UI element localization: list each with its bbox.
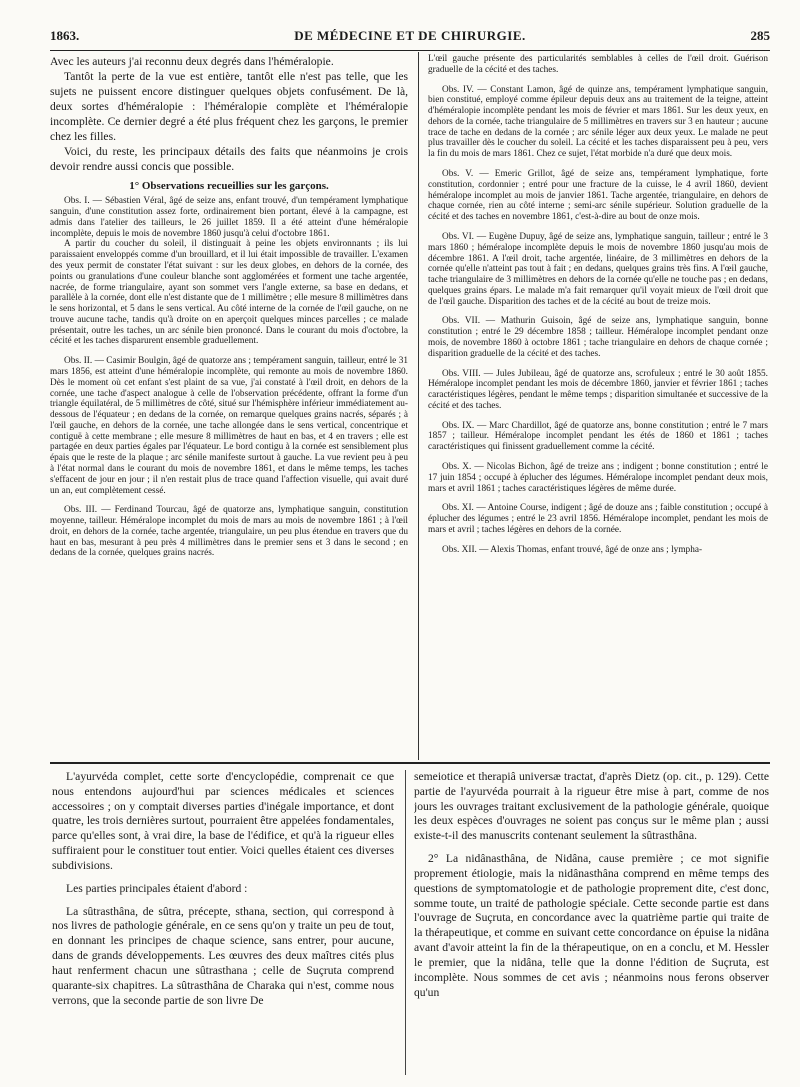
- observation-6: Obs. VI. — Eugène Dupuy, âgé de seize ans, lymphatique sanguin, tailleur ; entré le 3 mars 1860 ; héméralope incomplète depuis le mois de novembre 1860 jusqu'au mois de décembre 1861. A l'œil droit, tache argentée, linéaire, de 3 millimètres en dehors de la cornée qu'elle n'atteint pas tout à fait ; en dedans, quelques grains très fins. A l'œil gauche, tache triangulaire de 3 millimètres en dehors de la cornée qu'elle ne touche pas ; en dedans, quelques grains épars. Le malade m'a fait remarquer qu'il voyait mieux de l'œil droit que de l'œil gauche. Disparition des taches et de la cécité au bout de treize mois.: [428, 231, 768, 307]
- header-rule: [50, 50, 770, 51]
- journal-title: DE MÉDECINE ET DE CHIRURGIE.: [294, 28, 526, 43]
- observation-3-continued: L'œil gauche présente des particularités semblables à celles de l'œil droit. Guérison graduelle de la cécité et des taches.: [428, 54, 768, 75]
- intro-paragraph: Avec les auteurs j'ai reconnu deux degrés dans l'héméralopie.: [50, 55, 334, 68]
- observation-1: Obs. I. — Sébastien Véral, âgé de seize ans, enfant trouvé, d'un tempérament lymphatique sanguin, d'une constitution assez forte, ordinairement bien portant, élevé à la campagne, est admis dans l'atelier des tailleurs, le 26 juillet 1859. Il a été atteint d'une héméralopie incomplète, depuis le mois de novembre 1860 jusqu'à celui d'octobre 1861.: [50, 196, 408, 239]
- article-paragraph: 2° La nidânasthâna, de Nidâna, cause première ; ce mot signifie proprement étiologie, mais la nidânasthâna comprend en même temps des questions de symptomatologie et de pathologie proprement dite, c'est donc, somme toute, un traité de pathologie spéciale. Cette seconde partie est dans l'ouvrage de Suçruta, en concordance avec la quatrième partie qui traite de la thérapeutique, et comme en suivant cette concordance on épuise la nidâna avant d'avoir atteint la fin de la thérapeutique, on en a conclu, et M. Hessler le premier, que la nidâna, telle que la donne l'édition de Suçruta, est incomplète. Nous sommes de cet avis ; néanmoins nous ferons observer qu'un: [414, 852, 769, 999]
- observation-10: Obs. X. — Nicolas Bichon, âgé de treize ans ; indigent ; bonne constitution ; entré le 17 juin 1854 ; occupé à éplucher des légumes. Héméralope incomplet pendant deux mois, mars et avril 1861 ; taches caractéristiques légères de même durée.: [428, 462, 768, 494]
- observation-3: Obs. III. — Ferdinand Tourcau, âgé de quatorze ans, lymphatique sanguin, constitution moyenne, tailleur. Héméralope incomplet du mois de mars au mois de novembre 1861 ; à l'œil droit, en dehors de la cornée, tache argentée, triangulaire, un peu plus étendue en travers que du haut en bas, mesurant à peu près 4 millimètres dans le premier sens et 3 dans le second ; en dedans de la cornée, quelques grains nacrés.: [50, 505, 408, 559]
- intro-paragraph: Voici, du reste, les principaux détails des faits que néanmoins je crois devoir rendre aussi concis que possible.: [50, 145, 408, 174]
- section-divider: [50, 762, 770, 764]
- running-header: [50, 28, 770, 46]
- section-heading: 1° Observations recueillies sur les garçons.: [129, 179, 329, 192]
- bottom-left-column: [52, 770, 394, 1080]
- column-divider-bottom: [405, 770, 406, 1075]
- page-number: 285: [750, 28, 770, 43]
- article-paragraph: La sûtrasthâna, de sûtra, précepte, sthana, section, qui correspond à nos livres de pathologie générale, en ce sens qu'on y traite un peu de tout, en donnant les principes de chaque science, sans entrer, pour aucune, dans de grands développements. Les œuvres des deux maîtres cités plus haut renferment chacun une sûtrasthana ; celle de Suçruta comprend quarante-six chapitres. La sûtrasthâna de Charaka qui n'est, comme nous verrons, que la seconde partie de son livre De: [52, 904, 394, 1007]
- observation-1-continued: A partir du coucher du soleil, il distinguait à peine les objets environnants ; ils lui paraissaient enveloppés comme d'un brouillard, et il lui était impossible de travailler. L'examen des yeux permit de constater l'état suivant : sur les deux globes, en dehors de la cornée, des points ou granulations d'une couleur blanche sont agglomérées et forment une tache argentée, nacrée, de forme triangulaire, ayant son sommet vers l'angle externe, sa base en dedans, et parallèle à la cornée, dont elle n'est distante que de 1 millimètre ; elle mesure 8 millimètres dans le sens horizontal, et 5 dans le sens vertical. Au côté interne de la cornée de l'œil gauche, on ne trouve aucune tache, tandis qu'à droite on en aperçoit quelques minces parcelles ; ce malade présentait, outre les taches, un arc sénile bien prononcé. Dans le courant du mois d'octobre, la cécité et les taches disparurent ensemble graduellement.: [50, 239, 408, 347]
- header-year: 1863.: [50, 28, 80, 43]
- observation-2: Obs. II. — Casimir Boulgin, âgé de quatorze ans ; tempérament sanguin, tailleur, entré le 31 mars 1856, est atteint d'une héméralopie incomplète, qui remonte au mois de novembre 1860. Dès le moment où cet enfant s'est plaint de sa vue, j'ai constaté à l'œil droit, en dehors de la cornée, une tache d'aspect analogue à celle de l'observation précédente, offrant la forme d'un triangle équilatéral, de 5 millimètres de côté, situé sur l'hémisphère inférieur immédiatement au-dessous de l'équateur ; en dedans de la cornée, on remarque quelques grains nacrés, séparés ; à l'œil gauche, en dehors de la cornée, une tache allongée dans le sens vertical, concentrique et contiguë à cette membrane ; elle mesure 8 millimètres de haut en bas, et 4 en travers ; elle est partagée en deux parties égales par l'équateur. Le bord contigu à la cornée est sensiblement plus épais que le reste de la plaque ; arc sénile manifeste surtout à gauche. La vue revient peu à peu à l'état normal dans le courant du mois de novembre 1861, et dans le même temps, les taches s'effacent de jour en jour ; il n'en restait plus de trace quand l'affection visuelle, qui avait duré un an, eut complètement cessé.: [50, 356, 408, 496]
- bottom-right-column: [414, 770, 769, 1080]
- observation-11: Obs. XI. — Antoine Course, indigent ; âgé de douze ans ; faible constitution ; occupé à éplucher des légumes ; entré le 23 avril 1856. Héméralope incomplet, pendant les mois de mars et avril ; taches légères en dehors de la cornée.: [428, 503, 768, 535]
- observation-5: Obs. V. — Emeric Grillot, âgé de seize ans, tempérament lymphatique, forte constitution, cordonnier ; entré pour une fracture de la cuisse, le 4 avril 1860, devient héméralope incomplet au mois de janvier 1861. Tache argentée, triangulaire, en dehors de chaque cornée, rien au côté interne ; semi-arc sénile supérieur. Solution graduelle de la cécité et des taches en novembre 1861, c'est-à-dire au bout de onze mois.: [428, 169, 768, 223]
- observation-9: Obs. IX. — Marc Chardillot, âgé de quatorze ans, bonne constitution ; entré le 7 mars 1857 ; tailleur. Héméralope incomplet pendant les étés de 1860 et 1861 ; taches caractéristiques qui finissent graduellement comme la cécité.: [428, 420, 768, 453]
- observation-7: Obs. VII. — Mathurin Guisoin, âgé de seize ans, lymphatique sanguin, bonne constitution ; entré le 29 décembre 1858 ; tailleur. Héméralope incomplet pendant onze mois, de novembre 1860 à octobre 1861 ; tache triangulaire en dehors de chaque cornée ; disparition graduelle de la cécité et des taches.: [428, 316, 768, 359]
- observation-12: Obs. XII. — Alexis Thomas, enfant trouvé, âgé de onze ans ; lympha-: [442, 544, 703, 555]
- article-paragraph: L'ayurvéda complet, cette sorte d'encyclopédie, comprenait ce que nous entendons aujourd'hui par sciences médicales et sciences accessoires ; on y comptait diverses parties d'inégale importance, et dont quatre, les trois dernières surtout, pourraient être appelées fondamentales, parce qu'elles sont, à vrai dire, la base de l'édifice, et qu'à la rigueur elles suffiraient pour le constituer tout entier. Voici quelles étaient ces diverses subdivisions.: [52, 770, 394, 872]
- observation-8: Obs. VIII. — Jules Jubileau, âgé de quatorze ans, scrofuleux ; entré le 30 août 1855. Héméralope incomplet pendant les mois de décembre 1860, janvier et février 1861 ; taches caractéristiques légères, pendant le même temps ; disparition simultanée et successive de la cécité et des taches.: [428, 368, 768, 411]
- top-right-column: [428, 54, 768, 758]
- top-left-column: [50, 54, 408, 758]
- observation-4: Obs. IV. — Constant Lamon, âgé de quinze ans, tempérament lymphatique sanguin, bien constitué, employé comme épileur depuis deux ans au traitement de la teigne, atteint d'héméralopie incomplète pendant les mois de février et mars 1861. Sur les deux yeux, en dehors de la cornée, tache triangulaire de 5 millimètres en travers sur 3 en hauteur ; aucune trace de tache en dedans de la cornée ; arc sénile léger aux deux yeux. Le malade ne peut plus travailler dès le coucher du soleil. La cécité et les taches disparaissent peu à peu, vers la fin du mois de mars 1861. Chez ce sujet, l'état morbide n'a duré que deux mois.: [428, 84, 768, 160]
- column-divider-top: [418, 52, 419, 760]
- article-paragraph: Les parties principales étaient d'abord :: [66, 881, 248, 895]
- intro-paragraph: Tantôt la perte de la vue est entière, tantôt elle n'est pas telle, que les sujets ne puissent encore distinguer quelques objets confusément. De là, deux sortes d'héméralopie : l'héméralopie complète et l'héméralopie incomplète. Ce dernier degré a été plus fréquent chez les garçons, le premier chez les filles.: [50, 70, 408, 144]
- article-paragraph: semeiotice et therapiâ universæ tractat, d'après Dietz (op. cit., p. 129). Cette partie de l'ayurvéda pourrait à la rigueur être mise à part, comme de nos jours les ouvrages traitant exclusivement de la pathologie générale, quoique les deux espèces d'ouvrages ne soient pas conçus sur le même plan ; aussi existe-t-il des manuscrits contenant seulement la sûtrasthâna.: [414, 770, 769, 843]
